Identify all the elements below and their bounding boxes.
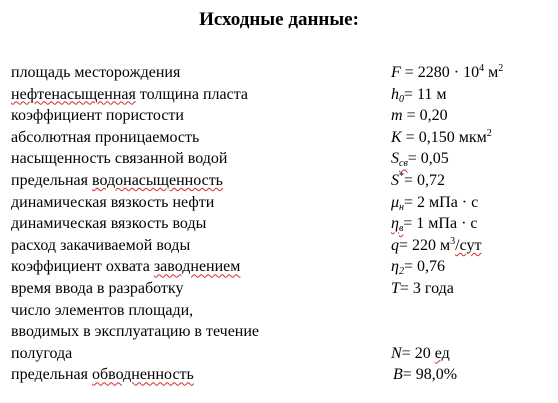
parameter-label: полугода (11, 344, 73, 362)
parameter-label: площадь месторождения (11, 64, 181, 81)
parameter-label: предельная водонасыщенность (11, 171, 223, 189)
document-title: Исходные данные: (199, 9, 359, 30)
parameter-row-elements-line3 (11, 343, 551, 365)
parameter-value: B= 98,0% (393, 366, 458, 384)
parameter-label: насыщенность связанной водой (11, 150, 228, 168)
parameter-label: коэффициент охвата заводнением (11, 258, 241, 276)
parameter-value: $F = 2280 \cdot 10^4$ $м^2$ (391, 63, 504, 81)
parameter-value: $h_0= 11$ м (391, 85, 447, 105)
parameter-value: N= 20 ед (391, 344, 450, 362)
parameter-row-water-viscosity (11, 213, 551, 235)
parameter-row-injection-rate (11, 235, 551, 257)
parameter-value: $\mu_н= 2$ мПа · с (391, 193, 479, 213)
parameter-label: число элементов площади, (11, 301, 194, 319)
parameter-value: $\eta_в= 1$ мПа · с (391, 215, 478, 235)
parameter-row-sweep-coefficient (11, 256, 551, 278)
parameter-value: T= 3 года (391, 279, 454, 297)
parameter-value: q= 220 $м^3$/сут (391, 235, 482, 254)
parameter-value: S*= 0,72 (391, 170, 446, 189)
parameter-label: расход закачиваемой воды (11, 236, 191, 254)
parameter-row-porosity (11, 105, 551, 127)
parameter-row-area (11, 62, 551, 84)
parameter-row-elements-line1 (11, 300, 551, 322)
parameter-value: $\eta_2= 0,76$ (391, 258, 445, 278)
parameter-label: нефтенасыщенная толщина пласта (11, 85, 248, 103)
parameter-label: время ввода в разработку (11, 279, 184, 297)
parameter-row-limit-water-saturation (11, 170, 551, 192)
parameter-value: m = 0,20 (391, 107, 448, 125)
parameter-label: динамическая вязкость нефти (11, 193, 215, 211)
parameter-value: K = 0,150 мкм$^2$ (391, 127, 492, 146)
parameter-row-bound-water (11, 148, 551, 170)
parameter-row-permeability (11, 127, 551, 149)
parameter-label: предельная обводненность (11, 366, 194, 384)
parameter-label: коэффициент пористости (11, 107, 184, 125)
parameter-label: вводимых в эксплуатацию в течение (11, 323, 260, 341)
parameters-list (11, 62, 551, 386)
parameter-label: динамическая вязкость воды (11, 215, 207, 233)
parameter-value: $S_{св}= 0,05$ (391, 150, 449, 170)
parameter-row-thickness (11, 84, 551, 106)
parameter-row-development-time (11, 278, 551, 300)
parameter-row-elements-line2 (11, 321, 551, 343)
parameter-label: абсолютная проницаемость (11, 128, 200, 146)
parameter-row-oil-viscosity (11, 192, 551, 214)
parameter-row-limit-water-cut (11, 364, 551, 386)
